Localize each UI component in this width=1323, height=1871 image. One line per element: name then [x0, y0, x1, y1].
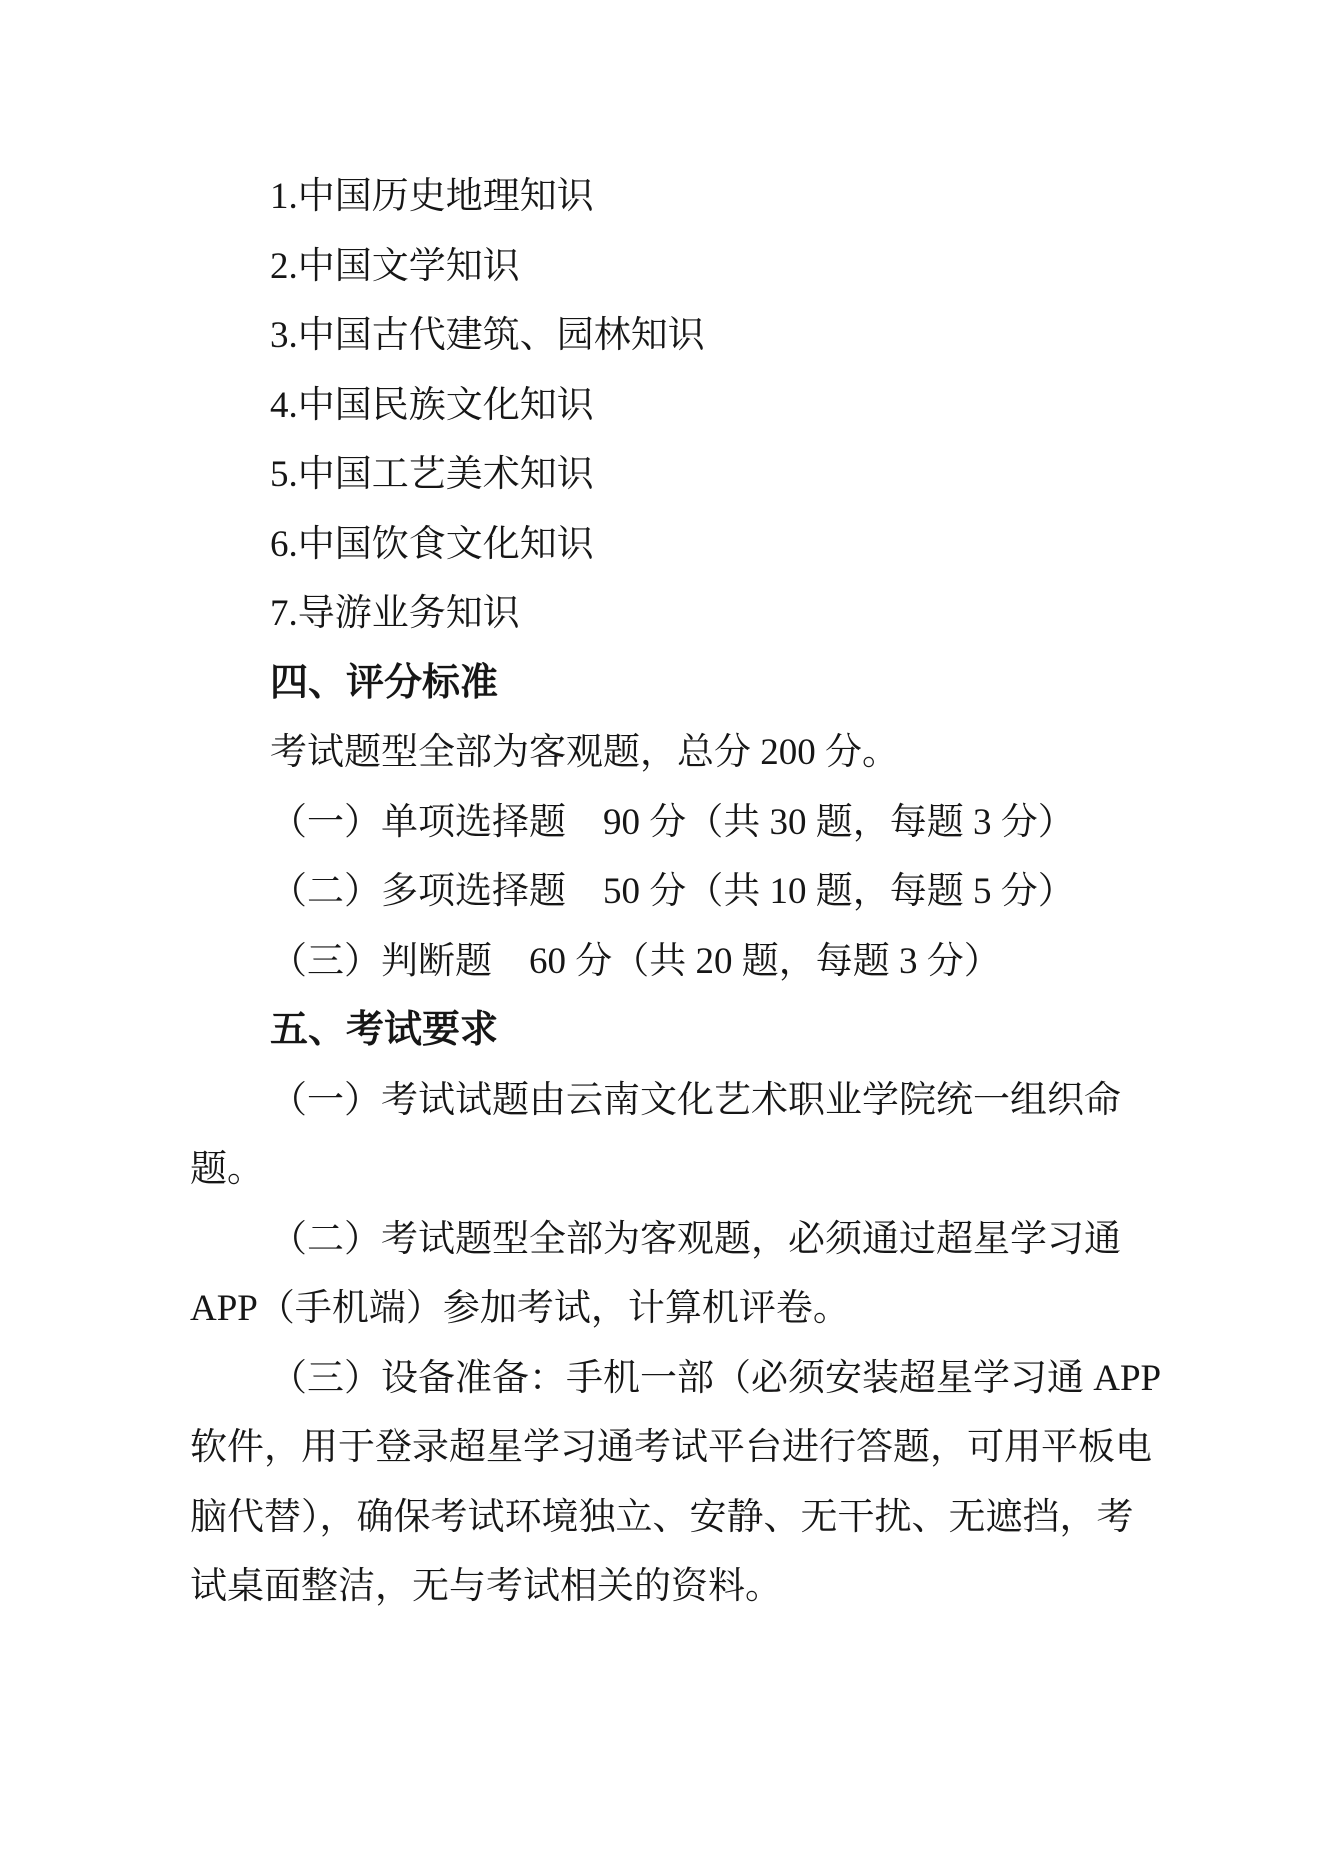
section-heading-scoring: 四、评分标准	[270, 661, 499, 704]
paragraph-req-1-line-1: （一）考试试题由云南文化艺术职业学院统一组织命	[270, 1079, 1121, 1121]
paragraph-total-score: 考试题型全部为客观题，总分 200 分。	[270, 732, 899, 773]
document-content	[190, 162, 1162, 1622]
paragraph-true-false: （三）判断题 60 分（共 20 题，每题 3 分）	[270, 940, 1001, 982]
list-item-3: 3.中国古代建筑、园林知识	[270, 315, 705, 356]
list-item-4: 4.中国民族文化知识	[270, 384, 594, 426]
paragraph-req-2-line-1: （二）考试题型全部为客观题，必须通过超星学习通	[270, 1218, 1121, 1260]
list-item-7: 7.导游业务知识	[270, 593, 520, 634]
list-item-6: 6.中国饮食文化知识	[270, 523, 594, 565]
paragraph-req-3-line-1: （三）设备准备：手机一部（必须安装超星学习通 APP	[270, 1357, 1162, 1399]
list-item-1: 1.中国历史地理知识	[270, 176, 594, 217]
paragraph-req-1-line-2: 题。	[190, 1149, 264, 1190]
paragraph-req-3-line-2: 软件，用于登录超星学习通考试平台进行答题，可用平板电	[190, 1427, 1152, 1468]
section-heading-requirements: 五、考试要求	[270, 1009, 499, 1051]
list-item-5: 5.中国工艺美术知识	[270, 454, 594, 495]
paragraph-req-3-line-4: 试桌面整洁，无与考试相关的资料。	[190, 1566, 782, 1607]
paragraph-req-3-line-3: 脑代替），确保考试环境独立、安静、无干扰、无遮挡，考	[190, 1496, 1134, 1538]
paragraph-multi-choice: （二）多项选择题 50 分（共 10 题，每题 5 分）	[270, 871, 1075, 912]
paragraph-req-2-line-2: APP（手机端）参加考试，计算机评卷。	[190, 1288, 850, 1329]
list-item-2: 2.中国文学知识	[270, 245, 520, 287]
paragraph-single-choice: （一）单项选择题 90 分（共 30 题，每题 3 分）	[270, 801, 1075, 843]
